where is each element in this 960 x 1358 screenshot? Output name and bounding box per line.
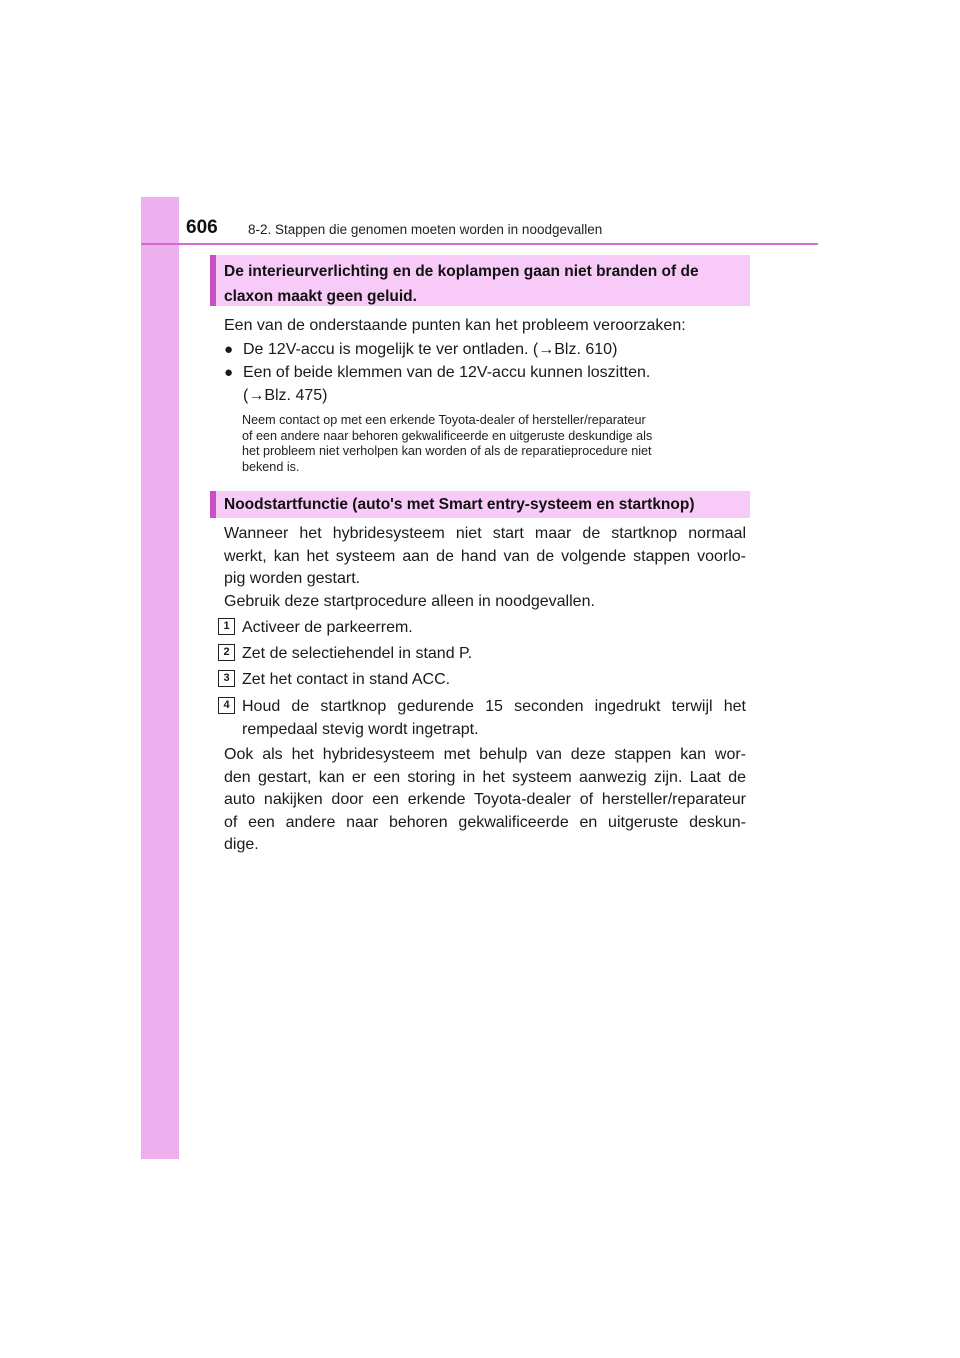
- intro-text: Een van de onderstaande punten kan het probleem veroorzaken:: [224, 317, 686, 334]
- paragraph-line: dige.: [224, 836, 259, 853]
- bullet-continuation: (→Blz. 475): [243, 387, 328, 404]
- bullet-text: De 12V-accu is mogelijk te ver ontladen. (→Blz. 610): [243, 341, 618, 358]
- paragraph-line: den gestart, kan er een storing in het systeem aanwezig zijn. Laat de: [224, 768, 746, 786]
- paragraph-line: Wanneer het hybridesysteem niet start maar de startknop normaal: [224, 525, 746, 542]
- note-line: het probleem niet verholpen kan worden of als de reparatieprocedure niet: [242, 444, 652, 458]
- step-text: [242, 696, 746, 741]
- side-color-strip: [141, 197, 179, 1159]
- section-heading-lights: [210, 255, 750, 306]
- step-text-line: rempedaal stevig wordt ingetrapt.: [242, 720, 479, 738]
- step-text: Zet het contact in stand ACC.: [242, 671, 451, 688]
- page-number: 606: [186, 217, 218, 238]
- note-line: of een andere naar behoren gekwalificeerde en uitgeruste deskundige als: [242, 428, 653, 443]
- step-number-badge: 1: [218, 618, 235, 635]
- section-heading-emergency-start: Noodstartfunctie (auto's met Smart entry-systeem en startknop): [210, 491, 750, 518]
- bullet-icon: ●: [224, 364, 234, 381]
- step-text: Activeer de parkeerrem.: [242, 619, 413, 636]
- bullet-icon: ●: [224, 341, 234, 358]
- note-text: [242, 413, 746, 475]
- section-heading-line: De interieurverlichting en de koplampen gaan niet branden of de: [224, 263, 699, 280]
- step-text: Zet de selectiehendel in stand P.: [242, 645, 473, 662]
- note-line: bekend is.: [242, 459, 300, 474]
- closing-paragraph: [224, 744, 746, 857]
- bullet-text: Een of beide klemmen van de 12V-accu kunnen loszitten.: [243, 364, 651, 381]
- section-heading-line: claxon maakt geen geluid.: [224, 288, 417, 305]
- note-line: Neem contact op met een erkende Toyota-dealer of hersteller/reparateur: [242, 413, 646, 427]
- step-text-line: Houd de startknop gedurende 15 seconden ingedrukt terwijl het: [242, 698, 746, 715]
- list-item: [224, 339, 746, 362]
- step-number-badge: 3: [218, 670, 235, 687]
- paragraph-line: of een andere naar behoren gekwalificeerde en uitgeruste deskun-: [224, 813, 746, 831]
- step-number-badge: 2: [218, 644, 235, 661]
- list-item: [224, 362, 746, 385]
- paragraph-line: pig worden gestart.: [224, 570, 361, 587]
- intro-paragraph: [224, 523, 746, 613]
- chapter-section-title: 8-2. Stappen die genomen moeten worden in noodgevallen: [248, 222, 603, 237]
- paragraph-line: werkt, kan het systeem aan de hand van de volgende stappen voorlo-: [224, 547, 746, 565]
- step-number-badge: 4: [218, 697, 235, 714]
- header-rule: [141, 243, 818, 245]
- paragraph-line: Gebruik deze startprocedure alleen in noodgevallen.: [224, 592, 595, 610]
- paragraph-line: Ook als het hybridesysteem met behulp van deze stappen kan wor-: [224, 746, 746, 763]
- paragraph-line: auto nakijken door een erkende Toyota-dealer of hersteller/reparateur: [224, 791, 746, 808]
